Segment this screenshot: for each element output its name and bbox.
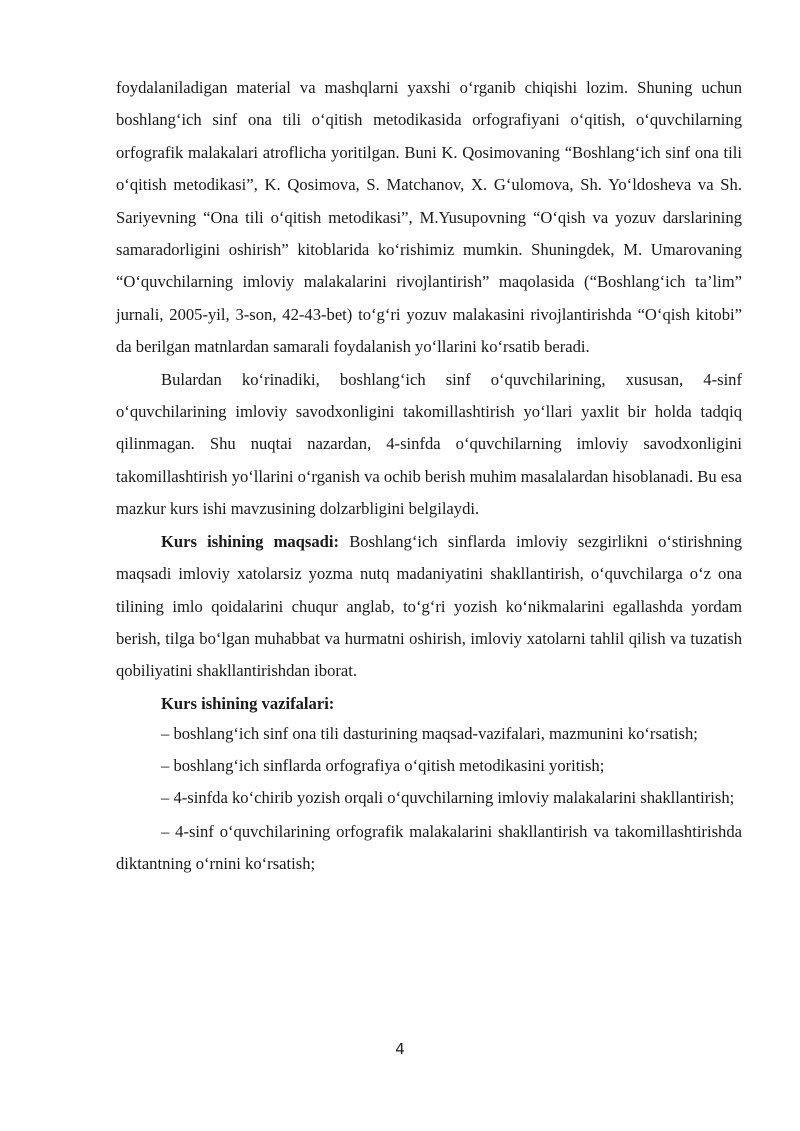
- task-item: – 4-sinf o‘quvchilarining orfografik malakalarini shakllantirish va takomillashtirishda diktantning o‘rnini ko‘rsatish;: [116, 822, 742, 874]
- tasks-list: [116, 720, 742, 880]
- paragraph-literature-review: foydalaniladigan material va mashqlarni yaxshi o‘rganib chiqishi lozim. Shuning uchun boshlang‘ich sinf ona tili o‘qitish metodikasida orfografiyani o‘qitish, o‘quvchilarning orfografik malakalari atroflicha yoritilgan. Buni K. Qosimovaning “Boshlang‘ich sinf ona tili o‘qitish metodikasi”, K. Qosimova, S. Matchanov, X. G‘ulomova, Sh. Yo‘ldosheva va Sh. Sariyevning “Ona tili o‘qitish metodikasi”, M.Yusupovning “O‘qish va yozuv darslarining samaradorligini oshirish” kitoblarida ko‘rishimiz mumkin. Shuningdek, M. Umarovaning “O‘quvchilarning imloviy malakalarini rivojlantirish” maqolasida (“Boshlang‘ich ta’lim” jurnali, 2005-yil, 3-son, 42-43-bet) to‘g‘ri yozuv malakasini rivojlantirishda “O‘qish kitobi” da berilgan matnlardan samarali foydalanish yo‘llarini ko‘rsatib beradi.: [116, 78, 742, 357]
- task-item: – boshlang‘ich sinf ona tili dasturining maqsad-vazifalari, mazmunini ko‘rsatish;: [161, 724, 698, 744]
- goal-text: Boshlang‘ich sinflarda imloviy sezgirlikni o‘stirishning maqsadi imloviy xatolarsiz yozma nutq madaniyatini shakllantirish, o‘quvchilarga o‘z ona tilining imlo qoidalarini chuqur anglab, to‘g‘ri yozish ko‘nikmalarini egallashda yordam berish, tilga bo‘lgan muhabbat va hurmatni oshirish, imloviy xatolarni tahlil qilish va tuzatish qobiliyatini shakllantirishdan iborat.: [116, 531, 742, 681]
- paragraph-relevance: Bulardan ko‘rinadiki, boshlang‘ich sinf o‘quvchilarining, xususan, 4-sinf o‘quvchilarining imloviy savodxonligini takomillashtirish yo‘llari yaxlit bir holda tadqiq qilinmagan. Shu nuqtai nazardan, 4-sinfda o‘quvchilarning imloviy savodxonligini takomillashtirish yo‘llarini o‘rganish va ochib berish muhim masalalardan hisoblanadi. Bu esa mazkur kurs ishi mavzusining dolzarbligini belgilaydi.: [116, 369, 742, 519]
- task-item: – boshlang‘ich sinflarda orfografiya o‘qitish metodikasini yoritish;: [161, 756, 605, 776]
- goal-label: Kurs ishining maqsadi:: [161, 531, 340, 551]
- paragraph-goal: [116, 526, 742, 688]
- page-number: 4: [395, 1040, 405, 1058]
- page-content: [116, 72, 742, 884]
- tasks-heading: Kurs ishining vazifalari:: [161, 693, 335, 713]
- task-item: – 4-sinfda ko‘chirib yozish orqali o‘quvchilarning imloviy malakalarini shakllantirish;: [161, 788, 735, 808]
